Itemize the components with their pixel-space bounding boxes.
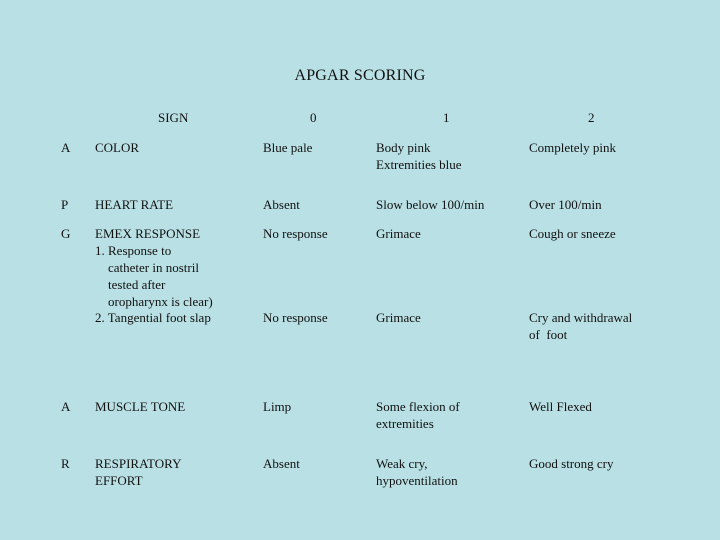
row-sign: COLOR [95, 140, 140, 155]
row-letter: G [61, 226, 71, 241]
row-score-0: Limp [263, 399, 292, 414]
header-sign: SIGN [158, 110, 189, 125]
row-score-2: Completely pink [529, 140, 617, 155]
row-score-1: Slow below 100/min [376, 197, 485, 212]
row-score-0: Absent [263, 197, 300, 212]
row-sign: EMEX RESPONSE [95, 226, 201, 241]
row-score-0: Blue pale [263, 140, 313, 155]
row-letter: A [61, 140, 71, 155]
header-score-0: 0 [310, 110, 317, 125]
header-score-2: 2 [588, 110, 595, 125]
row-sub-score-0: No response [263, 310, 328, 325]
row-score-1: Some flexion of extremities [376, 399, 460, 431]
row-score-1: Body pink Extremities blue [376, 140, 462, 172]
row-score-0: Absent [263, 456, 300, 471]
page-title: APGAR SCORING [294, 67, 426, 84]
row-sign-sub-1: 1. Response to catheter in nostril tested after oropharynx is clear) [95, 243, 213, 309]
row-score-2: Cough or sneeze [529, 226, 616, 241]
row-score-2: Well Flexed [529, 399, 592, 414]
row-sign: HEART RATE [95, 197, 174, 212]
row-letter: P [61, 197, 69, 212]
row-score-1: Weak cry, hypoventilation [376, 456, 458, 488]
row-sub-score-2: Cry and withdrawal of foot [529, 310, 633, 342]
row-sign-sub-2: 2. Tangential foot slap [95, 310, 211, 325]
row-score-0: No response [263, 226, 328, 241]
row-sub-score-1: Grimace [376, 310, 421, 325]
row-letter: A [61, 399, 71, 414]
row-sign: RESPIRATORY EFFORT [95, 456, 182, 488]
row-score-2: Over 100/min [529, 197, 602, 212]
row-score-1: Grimace [376, 226, 421, 241]
row-letter: R [61, 456, 70, 471]
header-score-1: 1 [443, 110, 450, 125]
row-score-2: Good strong cry [529, 456, 614, 471]
row-sign: MUSCLE TONE [95, 399, 186, 414]
